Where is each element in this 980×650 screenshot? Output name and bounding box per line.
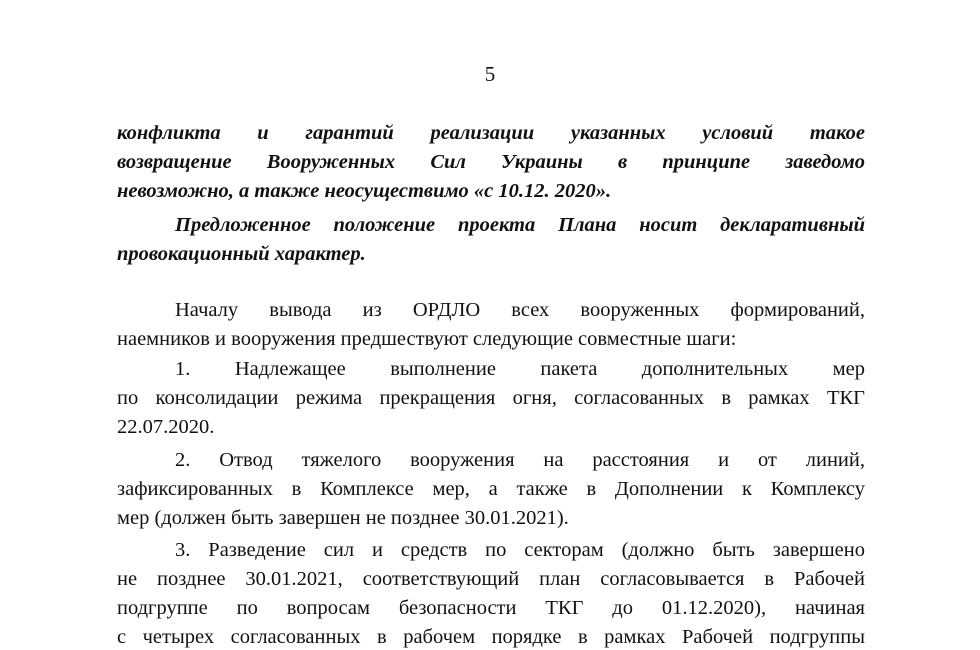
list-item-3 xyxy=(117,536,865,650)
text-line: подгруппе по вопросам безопасности ТКГ до 01.12.2020), начиная xyxy=(117,597,865,619)
text-line: 22.07.2020. xyxy=(117,416,215,438)
text-line: мер (должен быть завершен не позднее 30.01.2021). xyxy=(117,507,569,529)
text-line: возвращение Вооруженных Сил Украины в принципе заведомо xyxy=(117,151,865,173)
text-line: зафиксированных в Комплексе мер, а также в Дополнении к Комплексу xyxy=(117,478,865,500)
text-line: по консолидации режима прекращения огня, согласованных в рамках ТКГ xyxy=(117,387,865,409)
text-line: Началу вывода из ОРДЛО всех вооруженных формирований, xyxy=(175,299,865,321)
bold-italic-paragraph-1 xyxy=(117,119,865,206)
text-line: наемников и вооружения предшествуют следующие совместные шаги: xyxy=(117,328,737,350)
list-item-2 xyxy=(117,446,865,533)
list-item-1 xyxy=(117,355,865,442)
text-line: не позднее 30.01.2021, соответствующий план согласовывается в Рабочей xyxy=(117,568,865,590)
intro-paragraph xyxy=(117,296,865,354)
text-line: 1. Надлежащее выполнение пакета дополнительных мер xyxy=(175,358,865,380)
bold-italic-paragraph-2 xyxy=(117,211,865,269)
text-line: 2. Отвод тяжелого вооружения на расстояния и от линий, xyxy=(175,449,865,471)
text-line: 3. Разведение сил и средств по секторам (должно быть завершено xyxy=(175,539,865,561)
text-line: провокационный характер. xyxy=(117,243,366,265)
text-line: Предложенное положение проекта Плана носит декларативный xyxy=(175,214,865,236)
text-line: конфликта и гарантий реализации указанных условий такое xyxy=(117,122,865,144)
page-number: 5 xyxy=(484,62,496,86)
text-line: с четырех согласованных в рабочем порядке в рамках Рабочей подгруппы xyxy=(117,626,865,648)
text-line: невозможно, а также неосуществимо «с 10.12. 2020». xyxy=(117,180,612,202)
